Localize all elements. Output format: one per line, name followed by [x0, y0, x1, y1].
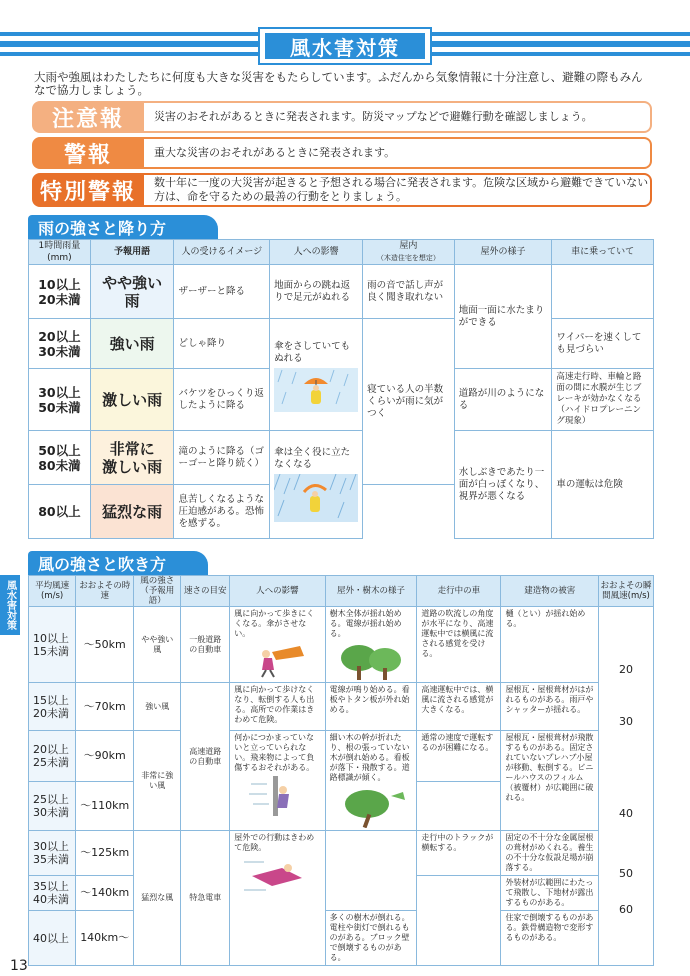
rain-header-car: 車に乗っていて	[552, 240, 654, 265]
wind-speed: 35以上 40未満	[29, 876, 76, 911]
wind-header: 平均風速(m/s)	[29, 576, 76, 607]
rain-header-amount: 1時間雨量(mm)	[29, 240, 91, 265]
rain-amount: 50以上 80未満	[29, 431, 91, 485]
wind-outdoor: 電線が鳴り始める。看板やトタン板が外れ始める。	[325, 683, 417, 731]
rain-header-image: 人の受けるイメージ	[174, 240, 270, 265]
wind-car: 走行中のトラックが横転する。	[417, 831, 501, 876]
person-clinging-pole-illustration	[247, 776, 307, 816]
alert-emergency-label: 特別警報	[32, 173, 144, 207]
rain-section-title: 雨の強さと降り方	[28, 215, 218, 239]
wind-speed: 10以上 15未満	[29, 607, 76, 683]
rain-term: 猛烈な雨	[90, 485, 174, 539]
gust-value: 40	[619, 807, 633, 820]
rain-header-outdoor: 屋外の様子	[454, 240, 552, 265]
rain-term: 強い雨	[90, 319, 174, 369]
wind-term: 猛烈な風	[134, 831, 181, 966]
rain-image: バケツをひっくり返したように降る	[174, 369, 270, 431]
wind-building: 樋（とい）が揺れ始める。	[501, 607, 599, 683]
wind-header: 風の強さ（予報用語）	[134, 576, 181, 607]
wind-speed: 25以上 30未満	[29, 782, 76, 831]
wind-kmh: 〜50km	[76, 607, 134, 683]
wind-car: 高速運転中では、横風に流される感覚が大きくなる。	[417, 683, 501, 731]
wind-section-title: 風の強さと吹き方	[28, 551, 208, 575]
rain-amount: 80以上	[29, 485, 91, 539]
wind-car	[417, 876, 501, 966]
wind-header: 速さの目安	[181, 576, 230, 607]
rain-effect: 地面からの跳ね返りで足元がぬれる	[270, 265, 363, 319]
wind-building: 固定の不十分な金属屋根の葺材がめくれる。養生の不十分な仮設足場が崩落する。	[501, 831, 599, 876]
wind-outdoor: 多くの樹木が倒れる。電柱や街灯で倒れるものがある。ブロック壁で倒壊するものがある。	[325, 911, 417, 966]
wind-people: 風に向かって歩きにくくなる。傘がさせない。	[230, 607, 325, 683]
wind-people: 何かにつかまっていないと立っていられない。飛来物によって負傷するおそれがある。	[230, 731, 325, 831]
wind-header: 建造物の被害	[501, 576, 599, 607]
wind-building: 外装材が広範囲にわたって飛散し、下地材が露出するものがある。	[501, 876, 599, 911]
wind-building: 屋根瓦・屋根葺材が飛散するものがある。固定されていないプレハブ小屋が移動、転倒する。ビニールハウスのフィルム（被覆材）が広範囲に破れる。	[501, 731, 599, 831]
alert-emergency	[32, 173, 652, 207]
wind-kmh: 〜125km	[76, 831, 134, 876]
wind-building: 住家で倒壊するものがある。鉄骨構造物で変形するものがある。	[501, 911, 599, 966]
wind-kmh: 〜90km	[76, 731, 134, 782]
wind-outdoor: 樹木全体が揺れ始める。電線が揺れ始める。	[325, 607, 417, 683]
gust-value: 60	[619, 903, 633, 916]
wind-guide: 高速道路の自動車	[181, 683, 230, 831]
wind-building: 屋根瓦・屋根葺材がはがれるものがある。雨戸やシャッターが揺れる。	[501, 683, 599, 731]
rain-indoor: 雨の音で話し声が良く聞き取れない	[363, 265, 455, 319]
wind-header: 走行中の車	[417, 576, 501, 607]
wind-table	[28, 575, 654, 966]
rain-image: 息苦しくなるような圧迫感がある。恐怖を感ずる。	[174, 485, 270, 539]
page-number: 13	[10, 958, 28, 974]
wind-header: 屋外・樹木の様子	[325, 576, 417, 607]
wind-kmh: 〜110km	[76, 782, 134, 831]
umbrella-rain-illustration	[274, 368, 358, 412]
page-title-box	[258, 27, 432, 65]
alert-advisory-label: 注意報	[32, 101, 144, 133]
rain-outdoor: 道路が川のようになる	[454, 369, 552, 431]
rain-table	[28, 239, 654, 539]
alert-advisory-text: 災害のおそれがあるときに発表されます。防災マップなどで避難行動を確認しましょう。	[144, 101, 652, 133]
gust-value: 30	[619, 715, 633, 728]
rain-image: 滝のように降る（ゴーゴーと降り続く）	[174, 431, 270, 485]
gust-value: 50	[619, 867, 633, 880]
wind-term: 非常に強い風	[134, 731, 181, 831]
wind-header: 人への影響	[230, 576, 325, 607]
person-umbrella-wind-illustration	[242, 642, 312, 678]
side-label: 風水害対策	[0, 575, 20, 635]
rain-term: やや強い雨	[90, 265, 174, 319]
wind-speed: 20以上 25未満	[29, 731, 76, 782]
rain-header-indoor: 屋内 （木造住宅を想定）	[363, 240, 455, 265]
wind-car: 道路の吹流しの角度が水平になり、高速運転中では横風に流される感覚を受ける。	[417, 607, 501, 683]
wind-term: 強い風	[134, 683, 181, 731]
wind-people: 風に向かって歩けなくなり、転倒する人も出る。高所での作業はきわめて危険。	[230, 683, 325, 731]
rain-car: ワイパーを速くしても見づらい	[552, 319, 654, 369]
wind-kmh: 〜70km	[76, 683, 134, 731]
rain-header-term: 予報用語	[90, 240, 174, 265]
rain-image: ザーザーと降る	[174, 265, 270, 319]
rain-outdoor-puddle: 地面一面に水たまりができる	[454, 265, 552, 369]
rain-amount: 30以上 50未満	[29, 369, 91, 431]
alert-advisory	[32, 101, 652, 133]
wind-header: おおよその時速	[76, 576, 134, 607]
wind-header: おおよその瞬間風速(m/s)	[599, 576, 654, 607]
wind-car	[417, 782, 501, 831]
wind-speed: 40以上	[29, 911, 76, 966]
rain-car: 高速走行時、車輪と路面の間に水膜が生じブレーキが効かなくなる（ハイドロプレーニング現象）	[552, 369, 654, 431]
gust-value: 20	[619, 663, 633, 676]
swaying-tree-illustration	[333, 642, 409, 680]
rain-header-effect: 人への影響	[270, 240, 363, 265]
rain-car-danger: 車の運転は危険	[552, 431, 654, 539]
broken-tree-illustration	[333, 786, 409, 828]
rain-outdoor-spray: 水しぶきであたり一面が白っぽくなり、視界が悪くなる	[454, 431, 552, 539]
rain-effect-umbrella: 傘をさしていてもぬれる	[270, 319, 363, 431]
rain-term: 非常に 激しい雨	[90, 431, 174, 485]
rain-indoor-sleep: 寝ている人の半数くらいが雨に気がつく	[363, 319, 455, 485]
alert-warning-text: 重大な災害のおそれがあるときに発表されます。	[144, 137, 652, 169]
rain-effect-useless: 傘は全く役に立たなくなる	[270, 431, 363, 539]
wind-kmh: 140km〜	[76, 911, 134, 966]
rain-amount: 20以上 30未満	[29, 319, 91, 369]
rain-car	[552, 265, 654, 319]
wind-speed: 30以上 35未満	[29, 831, 76, 876]
alert-warning-label: 警報	[32, 137, 144, 169]
wind-guide: 特急電車	[181, 831, 230, 966]
rain-term: 激しい雨	[90, 369, 174, 431]
heavy-rain-illustration	[274, 474, 358, 522]
wind-guide: 一般道路の自動車	[181, 607, 230, 683]
wind-outdoor	[325, 831, 417, 911]
wind-kmh: 〜140km	[76, 876, 134, 911]
alert-warning	[32, 137, 652, 169]
alert-emergency-text: 数十年に一度の大災害が起きると予想される場合に発表されます。危険な区域から避難できていない方は、命を守るための最善の行動をとりましょう。	[144, 173, 652, 207]
wind-people: 屋外での行動はきわめて危険。	[230, 831, 325, 966]
person-blown-illustration	[242, 856, 312, 896]
wind-speed: 15以上 20未満	[29, 683, 76, 731]
intro-text: 大雨や強風はわたしたちに何度も大きな災害をもたらしています。ふだんから気象情報に十分注意し、避難の際もみんなで協力しましょう。	[34, 70, 643, 97]
gust-column	[599, 607, 654, 966]
page-title: 風水害対策	[265, 33, 425, 59]
rain-image: どしゃ降り	[174, 319, 270, 369]
wind-outdoor: 細い木の幹が折れたり、根の張っていない木が倒れ始める。看板が落下・飛散する。道路標識が傾く。	[325, 731, 417, 831]
rain-amount: 10以上 20未満	[29, 265, 91, 319]
wind-term: やや強い風	[134, 607, 181, 683]
wind-car: 通常の速度で運転するのが困難になる。	[417, 731, 501, 782]
